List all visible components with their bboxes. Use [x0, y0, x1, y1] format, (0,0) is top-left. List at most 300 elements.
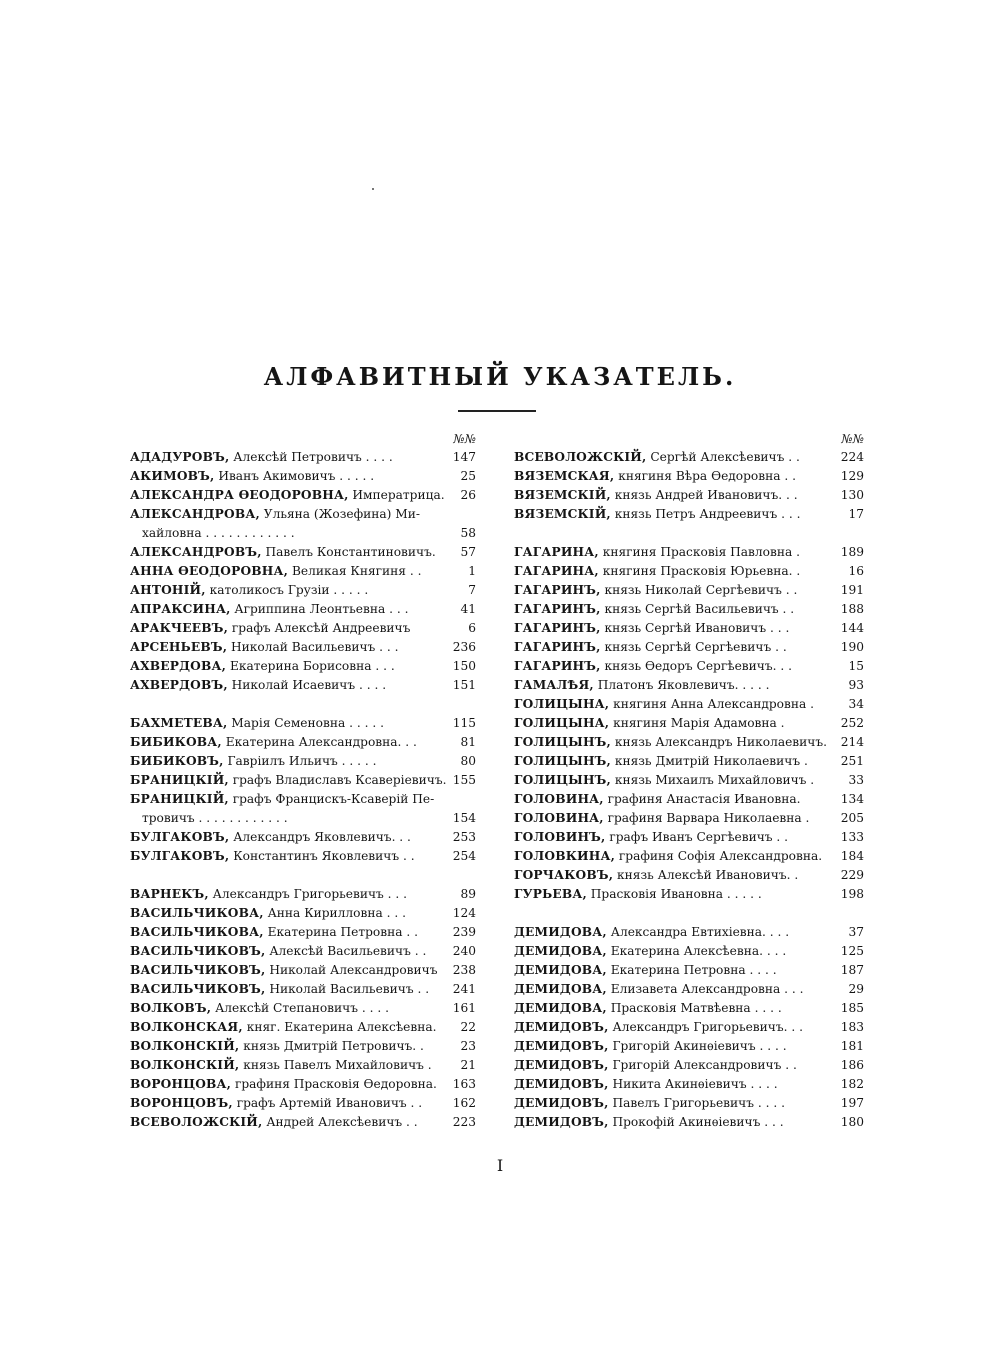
index-entry [514, 714, 864, 733]
index-entry [514, 771, 864, 790]
entry-line [514, 923, 864, 942]
entry-number: 223 [449, 1113, 476, 1132]
entry-line [130, 562, 476, 581]
entry-number: 154 [449, 809, 476, 828]
section-gap [514, 524, 864, 543]
index-entry [130, 448, 476, 467]
entry-number: 163 [449, 1075, 476, 1094]
entry-surname: ВСЕВОЛОЖСКІЙ, [514, 450, 647, 464]
entry-surname: ВАСИЛЬЧИКОВА, [130, 925, 264, 939]
entry-number: 253 [449, 828, 476, 847]
entry-number: 89 [456, 885, 476, 904]
entry-description: Алексѣй Петровичъ . . . . [233, 450, 393, 464]
entry-description: графъ Артемій Ивановичъ . . [236, 1096, 423, 1110]
entry-line [514, 999, 864, 1018]
entry-surname: ДЕМИДОВЪ, [514, 1096, 609, 1110]
entry-line [130, 486, 476, 505]
entry-surname: ВЯЗЕМСКІЙ, [514, 507, 611, 521]
index-entry [130, 1037, 476, 1056]
index-entry [130, 942, 476, 961]
right-column [514, 430, 864, 1132]
index-entry [130, 752, 476, 771]
entry-surname: ГАГАРИНА, [514, 545, 599, 559]
index-entry [514, 581, 864, 600]
index-entry [130, 486, 476, 505]
index-entry [514, 752, 864, 771]
entry-surname: БУЛГАКОВЪ, [130, 849, 230, 863]
entry-line [514, 828, 864, 847]
entry-line [514, 1075, 864, 1094]
entry-description: князь Сергѣй Сергѣевичъ . . [604, 640, 787, 654]
index-entry [514, 619, 864, 638]
entry-line [130, 1113, 476, 1132]
entry-description: княгиня Вѣра Өедоровна . . [618, 469, 797, 483]
entry-surname: ВАСИЛЬЧИКОВЪ, [130, 982, 266, 996]
entry-surname: ДЕМИДОВЪ, [514, 1115, 609, 1129]
entry-number: 197 [837, 1094, 864, 1113]
entry-description: Николай Исаевичъ . . . . [231, 678, 387, 692]
index-entry [514, 1113, 864, 1132]
entry-description: Екатерина Алексѣевна. . . . [610, 944, 787, 958]
index-entry [514, 657, 864, 676]
index-entry [130, 467, 476, 486]
entry-number: 147 [449, 448, 476, 467]
entry-surname: ГАГАРИНА, [514, 564, 599, 578]
entry-number: 191 [837, 581, 864, 600]
entry-line [130, 904, 476, 923]
index-entry [514, 505, 864, 524]
section-gap [130, 695, 476, 714]
number-header: №№ [841, 432, 864, 446]
entry-number: 180 [837, 1113, 864, 1132]
entry-number: 224 [837, 448, 864, 467]
index-entry [514, 448, 864, 467]
entry-number: 251 [837, 752, 864, 771]
entry-description: Анна Кирилловна . . . [267, 906, 406, 920]
index-entry [514, 809, 864, 828]
entry-line [130, 999, 476, 1018]
index-entry [514, 866, 864, 885]
entry-number: 37 [844, 923, 864, 942]
entry-description: князь Өедоръ Сергѣевичъ. . . [604, 659, 792, 673]
entry-surname: ГУРЬЕВА, [514, 887, 587, 901]
entry-description: князь Михаилъ Михайловичъ . [614, 773, 815, 787]
entry-line [130, 467, 476, 486]
index-entry [130, 714, 476, 733]
entry-number: 93 [844, 676, 864, 695]
entry-line [130, 828, 476, 847]
index-entry [130, 600, 476, 619]
entry-number: 80 [456, 752, 476, 771]
left-column [130, 430, 476, 1132]
entry-description: князь Сергѣй Ивановичъ . . . [604, 621, 790, 635]
index-entry [130, 1113, 476, 1132]
entry-line [514, 1018, 864, 1037]
entry-number: 34 [844, 695, 864, 714]
entry-line [514, 695, 864, 714]
left-entry-list [130, 448, 476, 1132]
entry-number: 1 [464, 562, 476, 581]
entry-description: Екатерина Борисовна . . . [229, 659, 395, 673]
index-entry [514, 467, 864, 486]
entry-surname: ДЕМИДОВА, [514, 982, 607, 996]
entry-surname: ВОЛКОНСКАЯ, [130, 1020, 243, 1034]
title-rule [458, 410, 536, 412]
index-entry [514, 1094, 864, 1113]
index-entry [514, 885, 864, 904]
entry-continuation: тровичъ . . . . . . . . . . . . [142, 811, 288, 825]
entry-number: 185 [837, 999, 864, 1018]
entry-description: Прасковія Ивановна . . . . . [590, 887, 762, 901]
entry-surname: ДЕМИДОВА, [514, 944, 607, 958]
entry-number: 129 [837, 467, 864, 486]
entry-description: Сергѣй Алексѣевичъ . . [650, 450, 800, 464]
entry-number: 238 [449, 961, 476, 980]
entry-surname: ГОЛИЦЫНЪ, [514, 735, 611, 749]
entry-description: Елизавета Александровна . . . [610, 982, 804, 996]
entry-line [130, 638, 476, 657]
entry-number: 229 [837, 866, 864, 885]
entry-line [130, 619, 476, 638]
entry-line [514, 1113, 864, 1132]
index-entry [130, 904, 476, 923]
entry-surname: ВОЛКОНСКІЙ, [130, 1039, 240, 1053]
entry-number: 81 [456, 733, 476, 752]
entry-line [514, 562, 864, 581]
entry-number: 150 [449, 657, 476, 676]
entry-description: графиня Софія Александровна. [618, 849, 823, 863]
entry-number: 133 [837, 828, 864, 847]
index-entry [130, 562, 476, 581]
entry-number: 115 [449, 714, 476, 733]
entry-number: 189 [837, 543, 864, 562]
entry-surname: ДЕМИДОВЪ, [514, 1039, 609, 1053]
entry-surname: ВАСИЛЬЧИКОВЪ, [130, 944, 266, 958]
index-entry [130, 961, 476, 980]
entry-surname: БУЛГАКОВЪ, [130, 830, 230, 844]
entry-surname: ГАМАЛѢЯ, [514, 678, 594, 692]
index-entry [130, 619, 476, 638]
index-entry [514, 999, 864, 1018]
entry-line [130, 885, 476, 904]
entry-description: Александръ Яковлевичъ. . . [233, 830, 411, 844]
entry-line [130, 1094, 476, 1113]
entry-description: княгиня Марія Адамовна . [613, 716, 785, 730]
entry-surname: ВОРОНЦОВЪ, [130, 1096, 233, 1110]
entry-description: Андрей Алексѣевичъ . . [266, 1115, 418, 1129]
index-entry [130, 581, 476, 600]
entry-line [514, 1056, 864, 1075]
entry-description: Николай Васильевичъ . . [269, 982, 430, 996]
entry-description: графъ Францискъ-Ксаверій Пе- [232, 792, 435, 806]
entry-line [514, 1094, 864, 1113]
entry-line [130, 581, 476, 600]
entry-surname: ВЯЗЕМСКАЯ, [514, 469, 615, 483]
entry-description: графиня Прасковія Өедоровна. [234, 1077, 437, 1091]
entry-description: Прокофій Акинѳіевичъ . . . [612, 1115, 784, 1129]
entry-surname: АННА ӨЕОДОРОВНА, [130, 564, 289, 578]
entry-line [514, 638, 864, 657]
entry-description: князь Дмитрій Николаевичъ . [614, 754, 808, 768]
entry-description: Алексѣй Васильевичъ . . [269, 944, 427, 958]
entry-surname: БИБИКОВЪ, [130, 754, 224, 768]
entry-line [514, 733, 864, 752]
entry-number: 26 [456, 486, 476, 505]
entry-line [130, 676, 476, 695]
entry-surname: ГАГАРИНЪ, [514, 621, 601, 635]
entry-surname: АЛЕКСАНДРОВЪ, [130, 545, 262, 559]
index-entry [130, 638, 476, 657]
entry-number: 214 [837, 733, 864, 752]
entry-surname: АНТОНІЙ, [130, 583, 206, 597]
entry-number: 205 [837, 809, 864, 828]
entry-line [130, 714, 476, 733]
entry-description: княгиня Прасковія Юрьевна. . [602, 564, 801, 578]
entry-number: 134 [837, 790, 864, 809]
entry-description: Александръ Григорьевичъ . . . [212, 887, 408, 901]
entry-line [130, 980, 476, 999]
right-entry-list [514, 448, 864, 1132]
entry-surname: ГОЛИЦЫНЪ, [514, 754, 611, 768]
index-entry [130, 847, 476, 866]
entry-number: 144 [837, 619, 864, 638]
entry-line [514, 961, 864, 980]
entry-surname: ВОРОНЦОВА, [130, 1077, 232, 1091]
entry-number: 58 [456, 524, 476, 543]
entry-line [514, 505, 864, 524]
entry-surname: БАХМЕТЕВА, [130, 716, 228, 730]
index-entry [514, 790, 864, 809]
entry-number: 151 [449, 676, 476, 695]
index-entry [514, 828, 864, 847]
entry-description: князь Николай Сергѣевичъ . . [604, 583, 798, 597]
entry-line [130, 505, 476, 524]
index-entry [130, 980, 476, 999]
entry-description: Императрица. [352, 488, 445, 502]
section-gap [514, 904, 864, 923]
entry-line [130, 733, 476, 752]
entry-line [514, 809, 864, 828]
entry-line [514, 942, 864, 961]
entry-number: 23 [456, 1037, 476, 1056]
entry-surname: ДЕМИДОВА, [514, 925, 607, 939]
entry-number: 236 [449, 638, 476, 657]
entry-description: Екатерина Александровна. . . [225, 735, 417, 749]
entry-line [130, 1075, 476, 1094]
index-entry [514, 676, 864, 695]
index-entry [514, 733, 864, 752]
index-entry [514, 543, 864, 562]
index-entry [130, 1094, 476, 1113]
entry-number: 22 [456, 1018, 476, 1037]
entry-number: 25 [456, 467, 476, 486]
entry-line [130, 657, 476, 676]
entry-surname: ДЕМИДОВЪ, [514, 1077, 609, 1091]
index-entry [514, 562, 864, 581]
number-header: №№ [453, 432, 476, 446]
entry-line [514, 980, 864, 999]
entry-number: 155 [449, 771, 476, 790]
entry-number: 15 [844, 657, 864, 676]
entry-line [514, 600, 864, 619]
entry-surname: ГОЛОВКИНА, [514, 849, 616, 863]
entry-surname: ГОЛИЦЫНА, [514, 716, 610, 730]
entry-description: княг. Екатерина Алексѣевна. [246, 1020, 437, 1034]
entry-number: 181 [837, 1037, 864, 1056]
index-entry [130, 790, 476, 828]
page-title: АЛФАВИТНЫЙ УКАЗАТЕЛЬ. [263, 362, 737, 391]
index-entry [130, 1075, 476, 1094]
entry-description: Григорій Акинѳіевичъ . . . . [612, 1039, 787, 1053]
entry-line [514, 866, 864, 885]
index-entry [130, 771, 476, 790]
entry-description: католикосъ Грузіи . . . . . [209, 583, 369, 597]
entry-surname: ГАГАРИНЪ, [514, 583, 601, 597]
entry-surname: ГАГАРИНЪ, [514, 659, 601, 673]
entry-line [514, 771, 864, 790]
entry-line [514, 581, 864, 600]
entry-number: 125 [837, 942, 864, 961]
entry-number: 29 [844, 980, 864, 999]
entry-description: Гавріилъ Ильичъ . . . . . [227, 754, 377, 768]
entry-surname: ГАГАРИНЪ, [514, 602, 601, 616]
entry-description: Григорій Александровичъ . . [612, 1058, 797, 1072]
entry-number: 182 [837, 1075, 864, 1094]
entry-number: 190 [837, 638, 864, 657]
entry-surname: ВЯЗЕМСКІЙ, [514, 488, 611, 502]
index-entry [514, 923, 864, 942]
index-entry [130, 1018, 476, 1037]
index-entry [130, 885, 476, 904]
entry-surname: ГОЛОВИНА, [514, 792, 604, 806]
entry-surname: БРАНИЦКІЙ, [130, 773, 229, 787]
entry-number: 124 [449, 904, 476, 923]
index-entry [130, 999, 476, 1018]
index-entry [514, 942, 864, 961]
entry-surname: АКИМОВЪ, [130, 469, 215, 483]
entry-number: 186 [837, 1056, 864, 1075]
index-entry [514, 980, 864, 999]
entry-line [130, 1037, 476, 1056]
entry-description: Николай Александровичъ [269, 963, 438, 977]
index-entry [514, 1018, 864, 1037]
index-entry [514, 695, 864, 714]
entry-surname: ВОЛКОВЪ, [130, 1001, 212, 1015]
entry-description: Екатерина Петровна . . . . [610, 963, 777, 977]
entry-number: 188 [837, 600, 864, 619]
entry-line [514, 448, 864, 467]
entry-line [514, 657, 864, 676]
entry-number: 241 [449, 980, 476, 999]
index-entry [514, 1056, 864, 1075]
entry-surname: ДЕМИДОВА, [514, 1001, 607, 1015]
entry-line [130, 1018, 476, 1037]
entry-surname: ДЕМИДОВА, [514, 963, 607, 977]
entry-line [130, 961, 476, 980]
entry-number: 240 [449, 942, 476, 961]
entry-description: графъ Алексѣй Андреевичъ [231, 621, 411, 635]
entry-line [514, 885, 864, 904]
entry-line [514, 790, 864, 809]
entry-description: князь Алексѣй Ивановичъ. . [617, 868, 799, 882]
entry-surname: АЛЕКСАНДРОВА, [130, 507, 260, 521]
entry-description: Екатерина Петровна . . [267, 925, 418, 939]
entry-description: Алексѣй Степановичъ . . . . [215, 1001, 389, 1015]
entry-surname: АЛЕКСАНДРА ӨЕОДОРОВНА, [130, 488, 349, 502]
entry-number: 16 [844, 562, 864, 581]
entry-line [130, 1056, 476, 1075]
index-entry [514, 486, 864, 505]
entry-line [130, 771, 476, 790]
entry-description: Прасковія Матвѣевна . . . . [610, 1001, 782, 1015]
entry-number: 6 [464, 619, 476, 638]
entry-number: 252 [837, 714, 864, 733]
entry-description: князь Андрей Ивановичъ. . . [614, 488, 798, 502]
entry-description: Великая Княгиня . . [291, 564, 422, 578]
entry-surname: ВСЕВОЛОЖСКІЙ, [130, 1115, 263, 1129]
entry-number: 161 [449, 999, 476, 1018]
entry-description: князь Петръ Андреевичъ . . . [614, 507, 801, 521]
entry-continuation: хайловна . . . . . . . . . . . . [142, 526, 295, 540]
entry-description: Агриппина Леонтьевна . . . [234, 602, 409, 616]
entry-description: Александра Евтихіевна. . . . [610, 925, 790, 939]
entry-line [514, 1037, 864, 1056]
entry-number: 254 [449, 847, 476, 866]
entry-description: графиня Варвара Николаевна . [607, 811, 810, 825]
entry-line [130, 752, 476, 771]
speck-mark [372, 188, 374, 190]
entry-surname: ГОЛОВИНА, [514, 811, 604, 825]
entry-description: князь Павелъ Михайловичъ . [243, 1058, 432, 1072]
index-entry [514, 638, 864, 657]
index-entry [130, 828, 476, 847]
entry-surname: ВАСИЛЬЧИКОВЪ, [130, 963, 266, 977]
entry-surname: АРСЕНЬЕВЪ, [130, 640, 228, 654]
page-number: I [496, 1156, 504, 1175]
entry-surname: АХВЕРДОВЪ, [130, 678, 228, 692]
entry-surname: ВАСИЛЬЧИКОВА, [130, 906, 264, 920]
entry-description: Ульяна (Жозефина) Ми- [263, 507, 420, 521]
entry-description: Никита Акинѳіевичъ . . . . [612, 1077, 778, 1091]
entry-surname: БРАНИЦКІЙ, [130, 792, 229, 806]
entry-description: Марія Семеновна . . . . . [231, 716, 384, 730]
index-entry [130, 676, 476, 695]
entry-number: 198 [837, 885, 864, 904]
entry-line [514, 486, 864, 505]
entry-line [130, 942, 476, 961]
entry-description: графъ Иванъ Сергѣевичъ . . [609, 830, 789, 844]
entry-line [130, 600, 476, 619]
entry-surname: АДАДУРОВЪ, [130, 450, 230, 464]
entry-surname: БИБИКОВА, [130, 735, 222, 749]
entry-line [130, 448, 476, 467]
entry-line [514, 714, 864, 733]
entry-number: 41 [456, 600, 476, 619]
entry-surname: АПРАКСИНА, [130, 602, 231, 616]
entry-number: 162 [449, 1094, 476, 1113]
entry-surname: ДЕМИДОВЪ, [514, 1020, 609, 1034]
entry-number: 7 [464, 581, 476, 600]
index-entry [130, 1056, 476, 1075]
entry-description: Павелъ Григорьевичъ . . . . [612, 1096, 785, 1110]
index-entry [130, 505, 476, 543]
entry-number: 187 [837, 961, 864, 980]
entry-line [130, 923, 476, 942]
entry-surname: АХВЕРДОВА, [130, 659, 227, 673]
entry-number: 21 [456, 1056, 476, 1075]
index-entry [130, 923, 476, 942]
entry-surname: ГОЛОВИНЪ, [514, 830, 606, 844]
